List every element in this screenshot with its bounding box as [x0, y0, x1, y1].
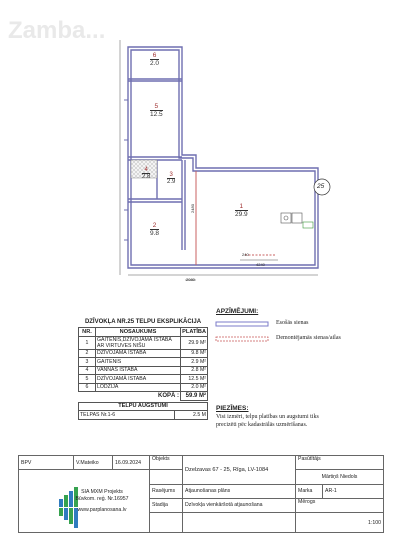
dimension-text: 240 — [242, 252, 249, 257]
explication-title: DZĪVOKĻA NR.25 TELPU EKSPLIKĀCIJA — [84, 319, 202, 325]
legend-title: APZĪMĒJUMI: — [216, 308, 259, 315]
kitchen-fixtures-icon — [281, 213, 313, 228]
date: 16.09.2024 — [113, 456, 150, 470]
bpv-label: BPV — [19, 456, 74, 470]
title-block — [18, 455, 384, 533]
row-name: VANNAS ISTABA — [96, 366, 181, 375]
row-area: 9.8 M² — [181, 349, 208, 358]
row-area: 29.9 M² — [181, 336, 208, 349]
table-row — [79, 411, 208, 420]
row-name: LODŽIJA — [96, 383, 181, 392]
height-title: TELPU AUGSTUMI — [79, 402, 208, 411]
room-label-5 — [150, 103, 163, 118]
explication-table — [78, 319, 208, 420]
room-label-1 — [235, 203, 248, 218]
legend-existing-swatch — [216, 322, 268, 326]
room-number: 4 — [144, 167, 148, 173]
table-row — [79, 375, 208, 384]
height-value: 2.5 M — [175, 411, 208, 420]
height-label: TELPAS Nr.1-6 — [79, 411, 175, 420]
room-area: 2.8 — [142, 174, 151, 180]
address: Dzelzavas 67 - 25, Rīga, LV-1084 — [183, 456, 296, 485]
room-label-2 — [150, 222, 159, 237]
legend-demolition-swatch — [216, 337, 268, 341]
dimension-text: 2080 — [186, 277, 195, 282]
room-area: 2.9 — [167, 179, 176, 185]
demolition-walls — [196, 171, 275, 265]
room-area: 12.5 — [150, 111, 163, 118]
client-label: Pasūtītājs — [296, 456, 384, 470]
row-name: GAITENIS,DZĪVOJAMĀ ISTABA AR VIRTUVES NIŠU — [96, 336, 181, 349]
row-area: 2.9 M² — [181, 358, 208, 367]
table-row — [79, 336, 208, 349]
client: Mārtiņš Niedols — [296, 470, 384, 484]
dimension-text: 4240 — [256, 262, 265, 267]
stage: Dzīvokļa vienkāršotā atjaunošana — [183, 498, 296, 512]
row-name: DZĪVOJAMĀ ISTABA — [96, 349, 181, 358]
axis-marker-label: 25 — [317, 183, 325, 190]
row-nr: 3 — [79, 358, 96, 367]
room-label-6 — [150, 52, 159, 67]
room-label-4 — [142, 167, 150, 180]
object-label: Objekts — [150, 456, 183, 470]
header-nr: NR. — [79, 328, 96, 337]
table-row — [79, 366, 208, 375]
drawing-label: Rasējums — [150, 484, 183, 498]
row-name: DZĪVOJAMĀ ISTABA — [96, 375, 181, 384]
scale-label: Mērogs — [296, 498, 384, 512]
room-area: 2.0 — [150, 60, 160, 67]
room-number: 3 — [169, 172, 173, 178]
row-nr: 6 — [79, 383, 96, 392]
company-website: www.parplanosana.lv — [77, 506, 127, 513]
table-row — [79, 349, 208, 358]
mark-label: Marka — [296, 484, 323, 498]
row-nr: 4 — [79, 366, 96, 375]
row-area: 2.8 M² — [181, 366, 208, 375]
header-name: NOSAUKUMS — [96, 328, 181, 337]
scale: 1:100 — [296, 513, 384, 533]
notes-line-2: precizēti pēc kadastrālās uzmērīšanas. — [216, 422, 308, 428]
row-name: GAITENIS — [96, 358, 181, 367]
room-area: 9.8 — [150, 230, 160, 237]
total-row — [79, 392, 208, 401]
total-value: 59.9 M² — [181, 392, 208, 401]
room-number: 5 — [154, 103, 159, 110]
row-nr: 1 — [79, 336, 96, 349]
header-area: PLATĪBA — [182, 328, 206, 335]
mark: AR-1 — [323, 484, 384, 498]
room-label-3 — [167, 172, 175, 185]
stage-label: Stadija — [150, 498, 183, 512]
notes-title: PIEZĪMES: — [216, 405, 249, 412]
room-number: 2 — [152, 222, 157, 229]
notes-line-1: Visi izmēri, telpu platības un augstumi tiks — [216, 414, 319, 420]
dimension-text: 2480 — [189, 204, 195, 213]
room-number: 1 — [239, 203, 244, 210]
row-area: 2.0 M² — [181, 383, 208, 392]
room-area: 29.9 — [235, 211, 248, 218]
legend-demolition-label: Demontējamās sienas/ailas — [276, 335, 341, 341]
author: V.Mateiko — [74, 456, 113, 470]
company-reg: Būvkom. reģ. Nr.16957 — [75, 495, 129, 502]
table-row — [79, 358, 208, 367]
row-nr: 5 — [79, 375, 96, 384]
table-row — [79, 383, 208, 392]
room-number: 6 — [152, 52, 157, 59]
drawing: Atjaunošanas plāns — [183, 484, 296, 498]
row-area: 12.5 M² — [181, 375, 208, 384]
company-name: SIA MXM Projekts — [81, 488, 123, 495]
legend-existing-label: Esošās sienas — [276, 320, 309, 326]
total-label: KOPĀ : — [158, 393, 179, 399]
watermark: Zamba... — [8, 17, 106, 44]
row-nr: 2 — [79, 349, 96, 358]
company-cell — [19, 470, 150, 533]
